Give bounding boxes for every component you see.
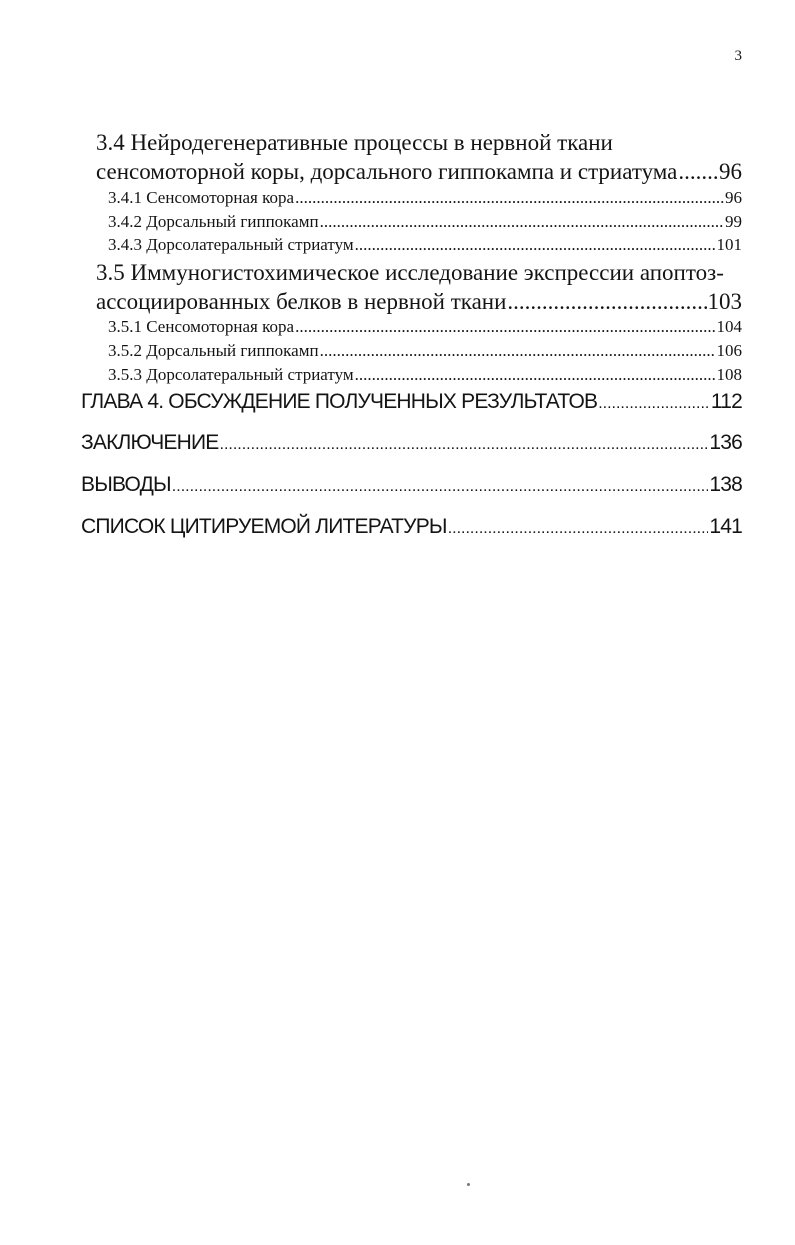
toc-entry-title: ЗАКЛЮЧЕНИЕ xyxy=(81,431,219,454)
toc-entry-page: 96 xyxy=(725,188,742,207)
toc-entry-title: сенсомоторной коры, дорсального гиппокампа и стриатума xyxy=(96,159,678,184)
toc-entry-title: 3.4.3 Дорсолатеральный стриатум xyxy=(108,235,354,254)
dot-leader xyxy=(448,520,709,538)
toc-section-3-4[interactable] xyxy=(96,159,742,185)
dot-leader xyxy=(507,289,706,315)
toc-references[interactable] xyxy=(81,515,742,539)
toc-subsection-3-5-2[interactable] xyxy=(108,341,742,361)
dot-leader xyxy=(295,317,715,337)
dot-leader xyxy=(678,159,718,185)
dot-leader xyxy=(320,341,716,361)
toc-entry-title: 3.5.3 Дорсолатеральный стриатум xyxy=(108,365,354,384)
toc-entry-title: ассоциированных белков в нервной ткани xyxy=(96,289,507,314)
toc-subsection-3-5-3[interactable] xyxy=(108,365,742,385)
toc-entry-page: 112 xyxy=(710,390,742,413)
toc-entry-title: ВЫВОДЫ xyxy=(81,473,171,496)
toc-subsection-3-4-2[interactable] xyxy=(108,212,742,232)
toc-entry-page: 138 xyxy=(709,473,742,496)
toc-subsection-3-4-3[interactable] xyxy=(108,235,742,255)
toc-section-3-4-title-line1: 3.4 Нейродегенеративные процессы в нервной ткани xyxy=(96,130,613,155)
toc-conclusion[interactable] xyxy=(81,431,742,455)
toc-entry-page: 104 xyxy=(716,317,742,336)
toc-entry-page: 101 xyxy=(716,235,742,254)
dot-leader xyxy=(320,212,724,232)
toc-entry-title: 3.4.1 Сенсомоторная кора xyxy=(108,188,295,207)
dot-leader xyxy=(355,235,716,255)
toc-entry-title: ГЛАВА 4. ОБСУЖДЕНИЕ ПОЛУЧЕННЫХ РЕЗУЛЬТАТОВ xyxy=(81,390,598,413)
toc-section-3-5-title-line1: 3.5 Иммуногистохимическое исследование экспрессии апоптоз- xyxy=(96,260,724,285)
page-number: 3 xyxy=(734,48,742,64)
dot-leader xyxy=(220,436,709,454)
toc-subsection-3-4-1[interactable] xyxy=(108,188,742,208)
toc-entry-page: 96 xyxy=(719,159,742,184)
toc-entry-page: 99 xyxy=(725,212,742,231)
toc-entry-title: СПИСОК ЦИТИРУЕМОЙ ЛИТЕРАТУРЫ xyxy=(81,515,447,538)
dot-leader xyxy=(172,478,709,496)
dot-leader xyxy=(355,365,716,385)
toc-chapter-4[interactable] xyxy=(81,390,742,414)
dot-leader xyxy=(295,188,724,208)
toc-entry-title: 3.5.2 Дорсальный гиппокамп xyxy=(108,341,319,360)
toc-section-3-5[interactable] xyxy=(96,289,742,315)
toc-entry-page: 103 xyxy=(707,289,742,314)
toc-findings[interactable] xyxy=(81,473,742,497)
scan-speck xyxy=(467,1183,470,1186)
toc-entry-title: 3.4.2 Дорсальный гиппокамп xyxy=(108,212,319,231)
toc-entry-page: 108 xyxy=(716,365,742,384)
toc-entry-page: 106 xyxy=(716,341,742,360)
toc-entry-page: 136 xyxy=(709,431,742,454)
toc-entry-page: 141 xyxy=(709,515,742,538)
toc-entry-title: 3.5.1 Сенсомоторная кора xyxy=(108,317,295,336)
toc-subsection-3-5-1[interactable] xyxy=(108,317,742,337)
dot-leader xyxy=(598,395,710,413)
